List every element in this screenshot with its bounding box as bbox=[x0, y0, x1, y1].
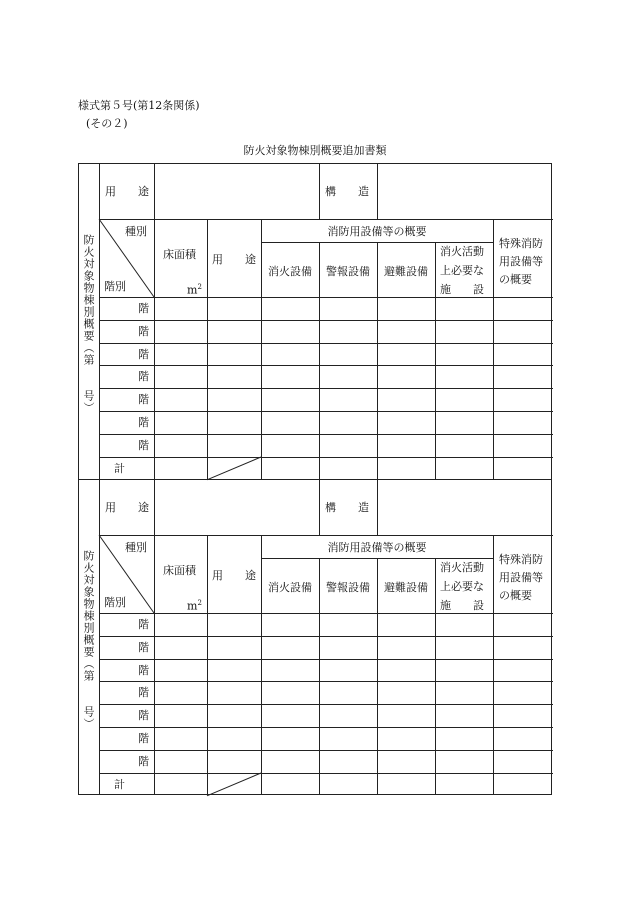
building-summary-table-1 bbox=[78, 163, 552, 480]
kind-label: 種別 bbox=[125, 225, 147, 238]
firefight-label-3: 施 設 bbox=[440, 599, 484, 612]
structure-label: 構 造 bbox=[325, 185, 369, 198]
special-label-3: の概要 bbox=[499, 273, 532, 286]
floor-row-label: 階 bbox=[138, 393, 149, 407]
floor-row-label: 階 bbox=[138, 416, 149, 429]
use-label: 用 途 bbox=[105, 185, 149, 198]
floor-row-label: 階 bbox=[138, 347, 149, 361]
floor-row-label: 階 bbox=[138, 640, 149, 654]
side-label: 防火対象物棟別概要（第 号） bbox=[82, 234, 95, 414]
firefight-label-2: 上必要な bbox=[440, 264, 484, 277]
firefight-label-2: 上必要な bbox=[440, 580, 484, 593]
total-area-diagonal bbox=[207, 773, 261, 796]
alarm-label: 警報設備 bbox=[326, 581, 370, 594]
floor-area-label: 床面積 bbox=[163, 564, 196, 577]
firefight-label-1: 消火活動 bbox=[440, 245, 484, 258]
alarm-label: 警報設備 bbox=[326, 265, 370, 278]
special-label-2: 用設備等 bbox=[499, 255, 543, 268]
fire-equipment-group-label: 消防用設備等の概要 bbox=[327, 541, 427, 554]
side-label: 防火対象物棟別概要（第 号） bbox=[82, 550, 95, 730]
floor-row-label: 階 bbox=[138, 370, 149, 384]
extinguish-label: 消火設備 bbox=[268, 265, 312, 278]
special-label-3: の概要 bbox=[499, 589, 532, 602]
use-column-label: 用 途 bbox=[212, 569, 256, 582]
structure-label: 構 造 bbox=[325, 501, 369, 514]
use-column-label: 用 途 bbox=[212, 253, 256, 266]
floor-area-label: 床面積 bbox=[163, 248, 196, 261]
kind-label: 種別 bbox=[125, 541, 147, 554]
total-row-label: 計 bbox=[114, 461, 125, 475]
floor-row-label: 階 bbox=[138, 754, 149, 768]
floor-row-label: 階 bbox=[138, 438, 149, 452]
area-unit: $m^2$ bbox=[187, 283, 202, 297]
firefight-label-1: 消火活動 bbox=[440, 561, 484, 574]
special-label-2: 用設備等 bbox=[499, 571, 543, 584]
floor-row-label: 階 bbox=[138, 324, 149, 338]
document-title: 防火対象物棟別概要追加書類 bbox=[243, 144, 387, 157]
firefight-label-3: 施 設 bbox=[440, 283, 484, 296]
total-area-diagonal bbox=[207, 457, 261, 480]
floor-label: 階別 bbox=[104, 596, 126, 609]
total-row-label: 計 bbox=[114, 777, 125, 791]
floor-row-label: 階 bbox=[138, 663, 149, 677]
evacuation-label: 避難設備 bbox=[384, 265, 428, 278]
floor-row-label: 階 bbox=[138, 686, 149, 700]
floor-row-label: 階 bbox=[138, 732, 149, 745]
floor-label: 階別 bbox=[104, 280, 126, 293]
area-unit: $m^2$ bbox=[187, 599, 202, 613]
special-label-1: 特殊消防 bbox=[499, 237, 543, 250]
extinguish-label: 消火設備 bbox=[268, 581, 312, 594]
floor-row-label: 階 bbox=[138, 709, 149, 723]
fire-equipment-group-label: 消防用設備等の概要 bbox=[327, 225, 427, 238]
form-number: 様式第５号(第12条関係) bbox=[78, 99, 200, 112]
floor-row-label: 階 bbox=[138, 302, 149, 315]
special-label-1: 特殊消防 bbox=[499, 553, 543, 566]
floor-row-label: 階 bbox=[138, 618, 149, 631]
sub-number: (その２) bbox=[86, 117, 128, 130]
use-label: 用 途 bbox=[105, 501, 149, 514]
evacuation-label: 避難設備 bbox=[384, 581, 428, 594]
building-summary-table-2 bbox=[78, 480, 552, 795]
